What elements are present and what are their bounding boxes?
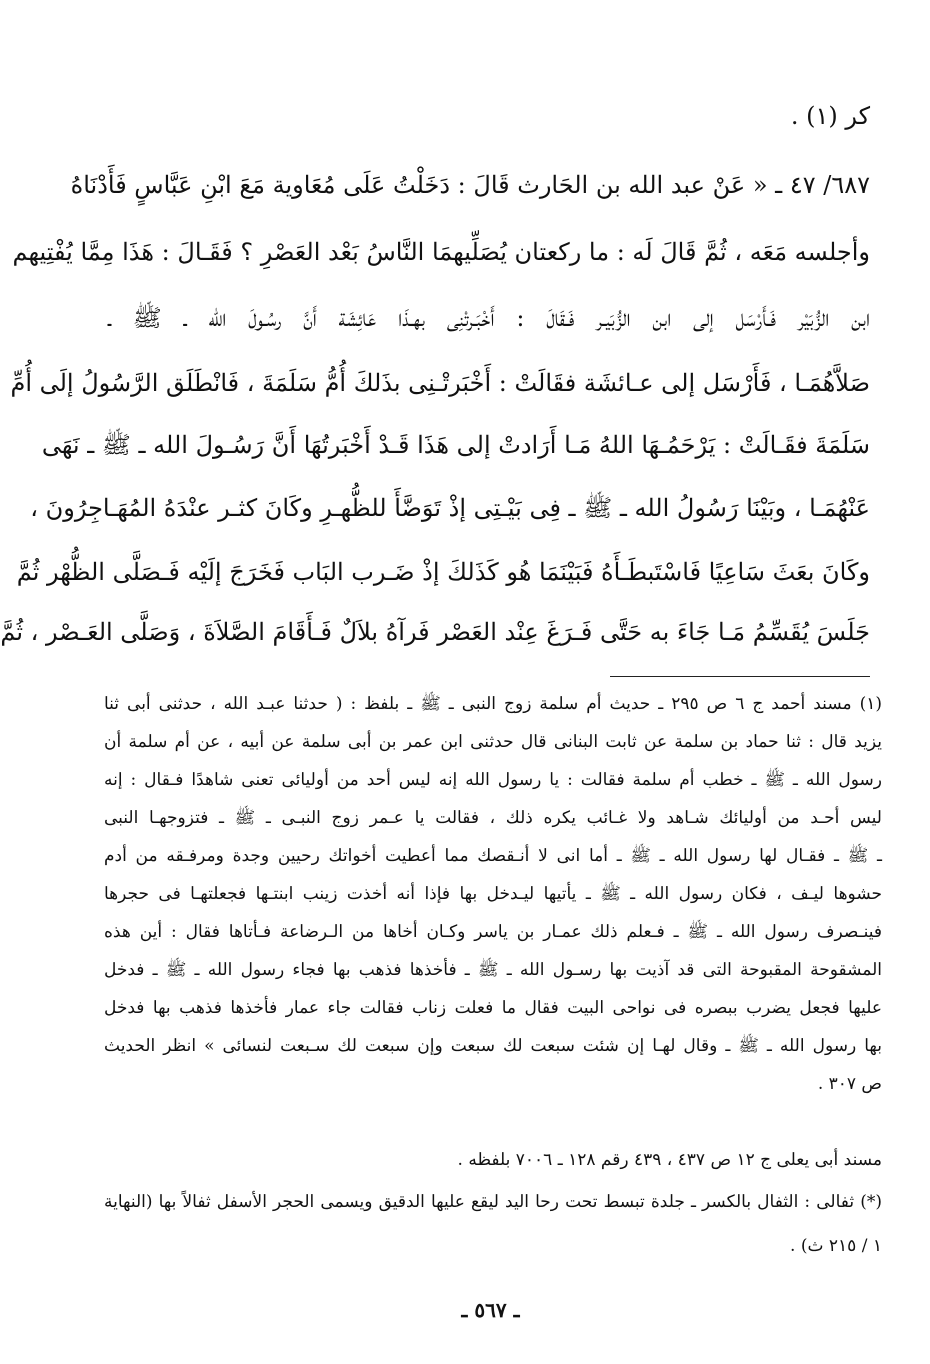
- footnote-line-2: يزيد قال : ثنا حماد بن سلمة عن ثابت البنانى قال حدثنى ابن عمر بن أبى سلمة عن أبيه ، عن أم سلمة أن: [104, 732, 882, 752]
- main-text-line-9: جَلَسَ يُقَسِّمُ مَـا جَاءَ به حَتَّى فَـرَغَ عِنْد العَصْر فَرآهُ بلاَلٌ فَـأَقَامَ الصَّلاَةَ ، وَصَلَّى العَـصْر ، ثُمَّ: [0, 618, 870, 646]
- main-text-line-8: وكَانَ بعَثَ سَاعِيًا فَاسْتَبطَـأَهُ فَبَيْنَمَا هُو كَذَلكَ إذْ ضَـرب البَاب فَخَرَجَ إلَيْه فَـصَلَّى الظُّهْر ثُمَّ: [16, 558, 870, 586]
- footnote-line-1: (١) مسند أحمد ج ٦ ص ٢٩٥ ـ حديث أم سلمة زوج النبى ـ ﷺ ـ بلفظ : ( حدثنا عبـد الله ، حدثنى أبى ثنا: [104, 694, 882, 714]
- page-number: ـ ٥٦٧ ـ: [461, 1298, 520, 1322]
- footnote-line-5: ـ ﷺ ـ فقـال لها رسول الله ـ ﷺ ـ أما انى لا أنـقصك مما أعطيت أخواتك رحيين وجدة ومرفـقه من أدم: [104, 846, 882, 866]
- main-text-line-6: سَلَمَةَ فقَـالَتْ : يَرْحَمُـهَا اللهُ مَـا أَرَادتْ إلى هَذَا قَـدْ أَخْبَرتُهَا أَنَّ رَسُـولَ الله ـ ﷺ ـ نَهَى: [41, 431, 870, 459]
- main-text-line-4: ابن الزُّبَيْر فَـأَرْسَل إلى ابن الزُّبَيـر فَـقَالَ : أَخْبَـرتْنِى بهـذَا عَائِشَة أَنَّ رسُـولَ الله ـ ﷺ ـ: [108, 304, 870, 332]
- footnote-line-13: (*) ثفالى : الثفال بالكسر ـ جلدة تبسط تحت رحا اليد ليقع عليها الدقيق ويسمى الحجر الأسفل ثفالاً بها (النهاية: [104, 1192, 882, 1212]
- main-text-line-3: وأجلسه مَعَه ، ثُمَّ قَالَ لَه : ما ركعتان يُصَلِّيهمَا النَّاسُ بَعْد العَصْرِ ؟ فَقَـالَ : هَذَا مِمَّا يُفْتِيهم: [12, 238, 870, 266]
- footnote-line-10: بها رسول الله ـ ﷺ ـ وقال لهـا إن شئت سبعت لك سبعت وإن سبعت لك سـبعت لنسائى » انظر الحديث: [104, 1036, 882, 1056]
- footnote-line-9: عليها فجعل يضرب ببصره فى نواحى البيت فقال ما فعلت زناب فقالت جاء عمار فأخذها فذهب بها فدخل: [104, 998, 882, 1018]
- main-text-line-1: كر (١) .: [790, 102, 870, 130]
- footnote-line-14: ١ / ٢١٥ ث) .: [790, 1236, 882, 1256]
- main-text-line-2: ٦٨٧/ ٤٧ ـ « عَنْ عبد الله بن الحَارث قَالَ : دَخَلْتُ عَلَى مُعَاوية مَعَ ابْنِ عَبَّاسٍ فَأَدْنَاهُ: [70, 171, 870, 199]
- footnote-line-8: المشقوحة المقبوحة التى قد آذيت بها رسـول الله ـ ﷺ ـ فأخذها فذهب بها فجاء رسول الله ـ ﷺ ـ فدخل: [104, 960, 882, 980]
- footnote-divider: [610, 676, 870, 677]
- main-text-line-5: صَلاَّهُمَـا ، فَأَرْسَل إلى عـائشَة فقَالَتْ : أَخْبَرتْـنِى بذَلكَ أُمُّ سَلَمَةَ ، فَانْطَلَق الرَّسُولُ إلَى أُمِّ: [10, 369, 870, 397]
- footnote-line-4: ليس أحـد من أوليائك شـاهد ولا غـائب يكره ذلك ، فقالت يا عـمر زوج النبـى ـ ﷺ ـ فتزوجهـا النبى: [104, 808, 882, 828]
- footnote-line-3: رسول الله ـ ﷺ ـ خطب أم سلمة فقالت : يا رسول الله إنه ليس أحد من أوليائى تعنى شاهدًا فـقال : إنه: [104, 770, 882, 790]
- footnote-line-12: مسند أبى يعلى ج ١٢ ص ٤٣٧ ، ٤٣٩ رقم ١٢٨ ـ ٧٠٠٦ بلفظه .: [457, 1150, 882, 1170]
- footnote-line-11: ص ٣٠٧ .: [817, 1074, 882, 1094]
- footnote-line-7: فينـصرف رسول الله ـ ﷺ ـ فـعلم ذلك عمـار بن ياسر وكـان أخاها من الـرضاعة فـأتاها فقال : أين هذه: [104, 922, 882, 942]
- footnote-line-6: حشوها ليـف ، فكان رسول الله ـ ﷺ ـ يأتيها ليـدخل بها فإذا أنه أخذت زينب ابنتـها فجعلتهـا فى حجرها: [104, 884, 882, 904]
- main-text-line-7: عَنْهُمَـا ، وبَيْنَا رَسُولُ الله ـ ﷺ ـ فِى بَيْـتِى إذْ تَوَضَّأَ للظُّهـرِ وكَانَ كثـر عنْدَهُ المُهَـاجِرُونَ ،: [30, 494, 870, 522]
